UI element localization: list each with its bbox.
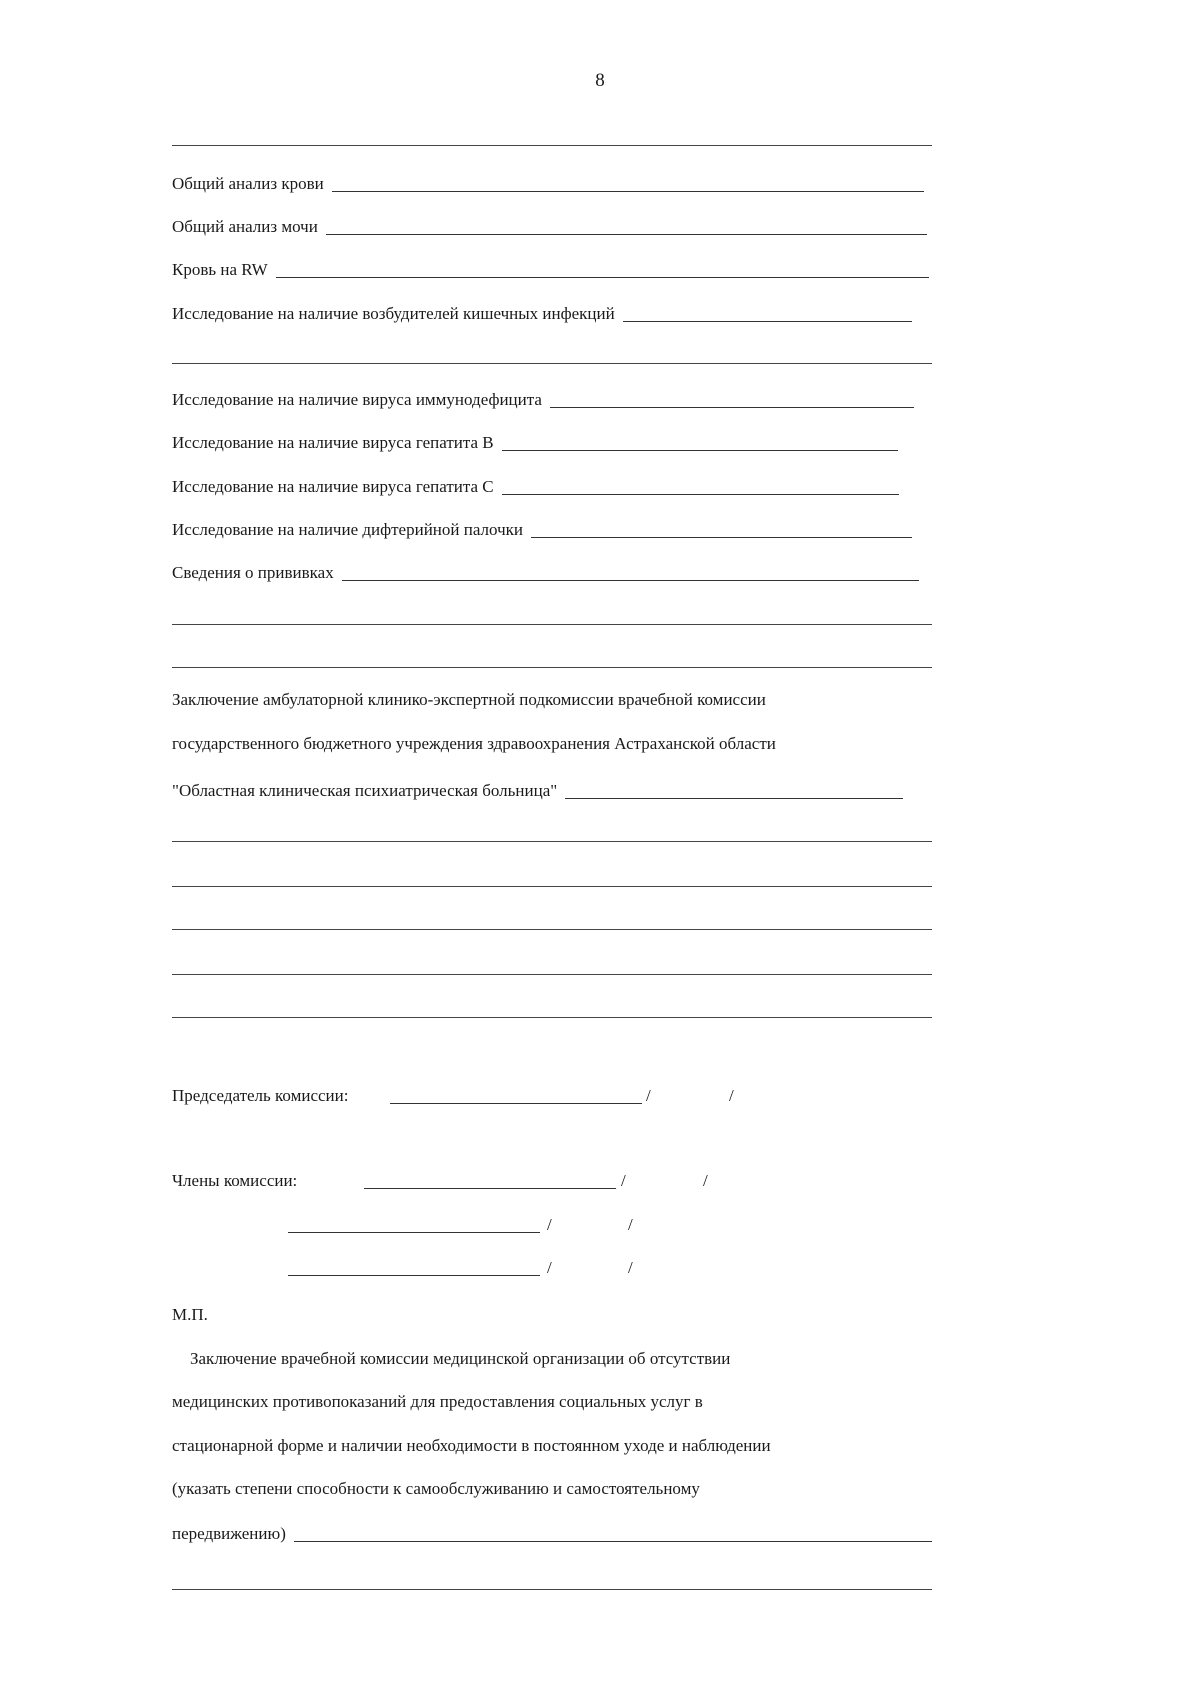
hiv-test-blank[interactable]: [550, 407, 914, 408]
final-conclusion-line-1: Заключение врачебной комиссии медицинской организации об отсутствии: [190, 1349, 731, 1368]
chairman-slash-2: /: [729, 1086, 734, 1105]
final-conclusion-line-5: передвижению): [172, 1524, 286, 1543]
rw-test-label: Кровь на RW: [172, 260, 268, 279]
member-2-slash-2: /: [628, 1215, 633, 1234]
final-conclusion-line-b[interactable]: [172, 1589, 932, 1590]
blood-test-label: Общий анализ крови: [172, 174, 324, 193]
intestinal-test-label: Исследование на наличие возбудителей кишечных инфекций: [172, 304, 615, 323]
intestinal-continuation-line[interactable]: [172, 363, 932, 364]
chairman-label: Председатель комиссии:: [172, 1086, 349, 1105]
member-3-slash-2: /: [628, 1258, 633, 1277]
rw-test-blank[interactable]: [276, 277, 929, 278]
conclusion-line-d[interactable]: [172, 974, 932, 975]
vaccinations-blank[interactable]: [342, 580, 919, 581]
vaccinations-label: Сведения о прививках: [172, 563, 334, 582]
vaccinations-line-3[interactable]: [172, 667, 932, 668]
urine-test-blank[interactable]: [326, 234, 927, 235]
conclusion-line-1: Заключение амбулаторной клинико-экспертной подкомиссии врачебной комиссии: [172, 690, 766, 709]
conclusion-line-2: государственного бюджетного учреждения здравоохранения Астраханской области: [172, 734, 776, 753]
members-label: Члены комиссии:: [172, 1171, 298, 1190]
intestinal-test-blank[interactable]: [623, 321, 912, 322]
member-1-slash-2: /: [703, 1171, 708, 1190]
conclusion-blank[interactable]: [565, 798, 903, 799]
conclusion-line-3: "Областная клиническая психиатрическая больница": [172, 781, 558, 800]
conclusion-line-a[interactable]: [172, 841, 932, 842]
hep-b-test-label: Исследование на наличие вируса гепатита В: [172, 433, 494, 452]
stamp-place: М.П.: [172, 1305, 208, 1324]
hiv-test-label: Исследование на наличие вируса иммунодефицита: [172, 390, 542, 409]
member-1-slash-1: /: [621, 1171, 626, 1190]
final-conclusion-line-3: стационарной форме и наличии необходимости в постоянном уходе и наблюдении: [172, 1436, 771, 1455]
chairman-slash-1: /: [646, 1086, 651, 1105]
top-rule: [172, 145, 932, 146]
hep-c-test-blank[interactable]: [502, 494, 899, 495]
hep-b-test-field[interactable]: [172, 429, 898, 453]
hep-c-test-field[interactable]: [172, 473, 899, 497]
final-conclusion-blank[interactable]: [294, 1541, 932, 1542]
page-number: 8: [595, 70, 605, 91]
vaccinations-line-2[interactable]: [172, 624, 932, 625]
member-2-blank[interactable]: [288, 1232, 540, 1233]
member-signature-2[interactable]: [288, 1211, 648, 1235]
conclusion-line-e[interactable]: [172, 1017, 932, 1018]
member-3-slash-1: /: [547, 1258, 552, 1277]
urine-test-label: Общий анализ мочи: [172, 217, 318, 236]
rw-test-field[interactable]: [172, 256, 929, 280]
member-3-blank[interactable]: [288, 1275, 540, 1276]
conclusion-line-b[interactable]: [172, 886, 932, 887]
hiv-test-field[interactable]: [172, 386, 914, 410]
hep-c-test-label: Исследование на наличие вируса гепатита С: [172, 477, 494, 496]
final-conclusion-field[interactable]: [172, 1520, 932, 1544]
final-conclusion-line-2: медицинских противопоказаний для предоставления социальных услуг в: [172, 1392, 703, 1411]
diphtheria-test-blank[interactable]: [531, 537, 912, 538]
urine-test-field[interactable]: [172, 213, 927, 237]
intestinal-test-field[interactable]: [172, 300, 912, 324]
blood-test-blank[interactable]: [332, 191, 924, 192]
member-2-slash-1: /: [547, 1215, 552, 1234]
conclusion-line-c[interactable]: [172, 929, 932, 930]
member-1-blank[interactable]: [364, 1188, 616, 1189]
diphtheria-test-label: Исследование на наличие дифтерийной палочки: [172, 520, 523, 539]
chairman-signature-blank[interactable]: [390, 1103, 642, 1104]
chairman-signature[interactable]: [172, 1082, 752, 1106]
member-signature-3[interactable]: [288, 1254, 648, 1278]
diphtheria-test-field[interactable]: [172, 516, 912, 540]
vaccinations-field[interactable]: [172, 559, 919, 583]
blood-test-field[interactable]: [172, 170, 924, 194]
conclusion-field[interactable]: [172, 777, 903, 801]
hep-b-test-blank[interactable]: [502, 450, 898, 451]
member-signature-1[interactable]: [172, 1167, 752, 1191]
final-conclusion-line-4: (указать степени способности к самообслуживанию и самостоятельному: [172, 1479, 700, 1498]
